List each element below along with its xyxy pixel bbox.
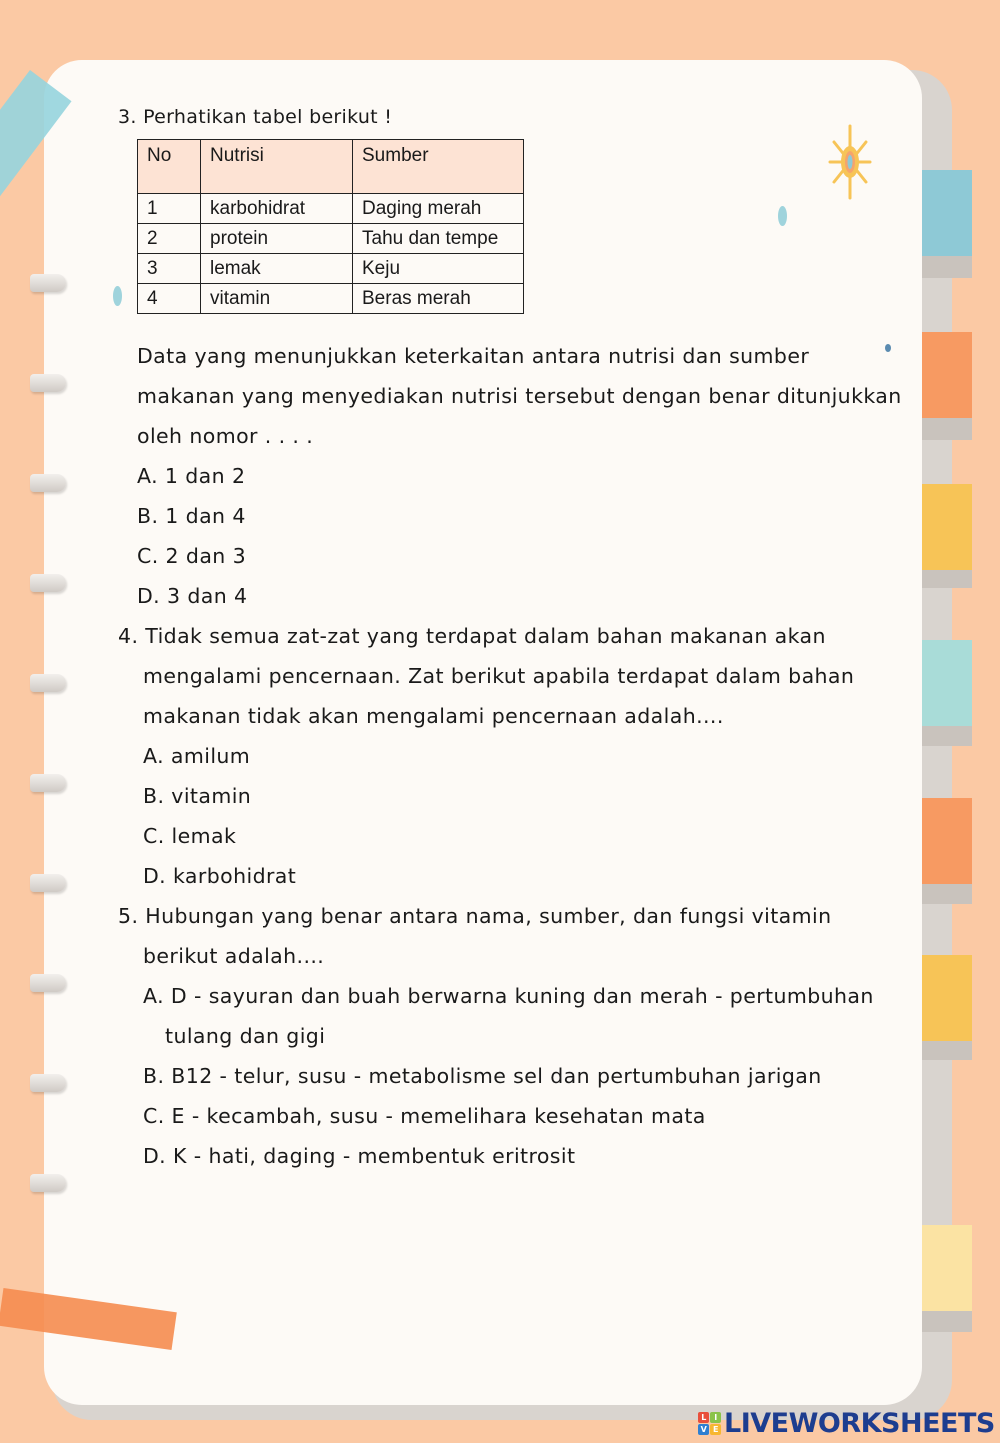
question-3-stem-line: makanan yang menyediakan nutrisi tersebut dengan benar ditunjukkan (137, 384, 902, 408)
table-row (138, 254, 524, 284)
logo-letter: I (710, 1412, 721, 1423)
logo-text: LIVEWORKSHEETS (724, 1407, 995, 1439)
liveworksheets-logo (698, 1408, 995, 1438)
question-3-option-b[interactable]: B. 1 dan 4 (137, 504, 246, 528)
ring (30, 1074, 66, 1092)
tab-yellow (922, 955, 972, 1041)
question-3-stem-line: Data yang menunjukkan keterkaitan antara nutrisi dan sumber (137, 344, 810, 368)
question-5-option-c[interactable]: C. E - kecambah, susu - memelihara kesehatan mata (143, 1104, 706, 1128)
question-3-stem-line: oleh nomor . . . . (137, 424, 314, 448)
table-cell: 3 (138, 254, 201, 284)
tab-orange (922, 798, 972, 884)
question-4-stem-line: 4. Tidak semua zat-zat yang terdapat dalam bahan makanan akan (118, 624, 826, 648)
table-cell: protein (201, 224, 353, 254)
table-cell: Beras merah (353, 284, 524, 314)
tab-orange (922, 332, 972, 418)
tab-yellow (922, 484, 972, 570)
decor-dot (778, 206, 787, 226)
question-4-option-b[interactable]: B. vitamin (143, 784, 252, 808)
tab-shadow (922, 724, 972, 746)
tab-blue (922, 170, 972, 256)
tab-teal (922, 640, 972, 726)
decor-dot (113, 286, 122, 306)
question-5-stem-line: 5. Hubungan yang benar antara nama, sumber, dan fungsi vitamin (118, 904, 832, 928)
table-row (138, 284, 524, 314)
table-cell: lemak (201, 254, 353, 284)
question-3-option-d[interactable]: D. 3 dan 4 (137, 584, 248, 608)
question-4-option-c[interactable]: C. lemak (143, 824, 237, 848)
column-header: No (138, 140, 201, 194)
question-4-stem-line: mengalami pencernaan. Zat berikut apabila terdapat dalam bahan (143, 664, 855, 688)
table-cell: 2 (138, 224, 201, 254)
logo-letter: E (710, 1424, 721, 1435)
question-4-stem-line: makanan tidak akan mengalami pencernaan adalah.... (143, 704, 724, 728)
ring (30, 974, 66, 992)
tab-shadow (922, 882, 972, 904)
table-header-row (138, 140, 524, 194)
question-5-option-d[interactable]: D. K - hati, daging - membentuk eritrosit (143, 1144, 576, 1168)
question-5-option-a[interactable]: A. D - sayuran dan buah berwarna kuning dan merah - pertumbuhan (143, 984, 874, 1008)
tab-shadow (922, 1310, 972, 1332)
table-cell: Daging merah (353, 194, 524, 224)
question-5-stem-line: berikut adalah.... (143, 944, 325, 968)
ring (30, 374, 66, 392)
question-3-title: 3. Perhatikan tabel berikut ! (118, 106, 393, 128)
ring (30, 674, 66, 692)
decor-dot (885, 344, 891, 352)
table-cell: karbohidrat (201, 194, 353, 224)
question-3-option-c[interactable]: C. 2 dan 3 (137, 544, 247, 568)
question-4-option-d[interactable]: D. karbohidrat (143, 864, 297, 888)
table-row (138, 224, 524, 254)
question-3-option-a[interactable]: A. 1 dan 2 (137, 464, 246, 488)
nutrition-table (137, 139, 524, 314)
table-cell: 4 (138, 284, 201, 314)
sun-decoration-icon (828, 122, 872, 202)
tab-light-yellow (922, 1225, 972, 1311)
ring (30, 274, 66, 292)
table-cell: 1 (138, 194, 201, 224)
tab-shadow (922, 418, 972, 440)
table-cell: Tahu dan tempe (353, 224, 524, 254)
logo-letter: V (698, 1424, 709, 1435)
column-header: Sumber (353, 140, 524, 194)
table-cell: Keju (353, 254, 524, 284)
ring (30, 1174, 66, 1192)
ring (30, 774, 66, 792)
ring (30, 574, 66, 592)
table-cell: vitamin (201, 284, 353, 314)
tab-shadow (922, 256, 972, 278)
question-5-option-b[interactable]: B. B12 - telur, susu - metabolisme sel dan pertumbuhan jarigan (143, 1064, 822, 1088)
tab-shadow (922, 1038, 972, 1060)
ring (30, 874, 66, 892)
liveworksheets-logo-icon (698, 1412, 721, 1435)
question-5-option-a-continued: tulang dan gigi (165, 1024, 326, 1048)
ring (30, 474, 66, 492)
logo-letter: L (698, 1412, 709, 1423)
table-row (138, 194, 524, 224)
column-header: Nutrisi (201, 140, 353, 194)
question-4-option-a[interactable]: A. amilum (143, 744, 251, 768)
